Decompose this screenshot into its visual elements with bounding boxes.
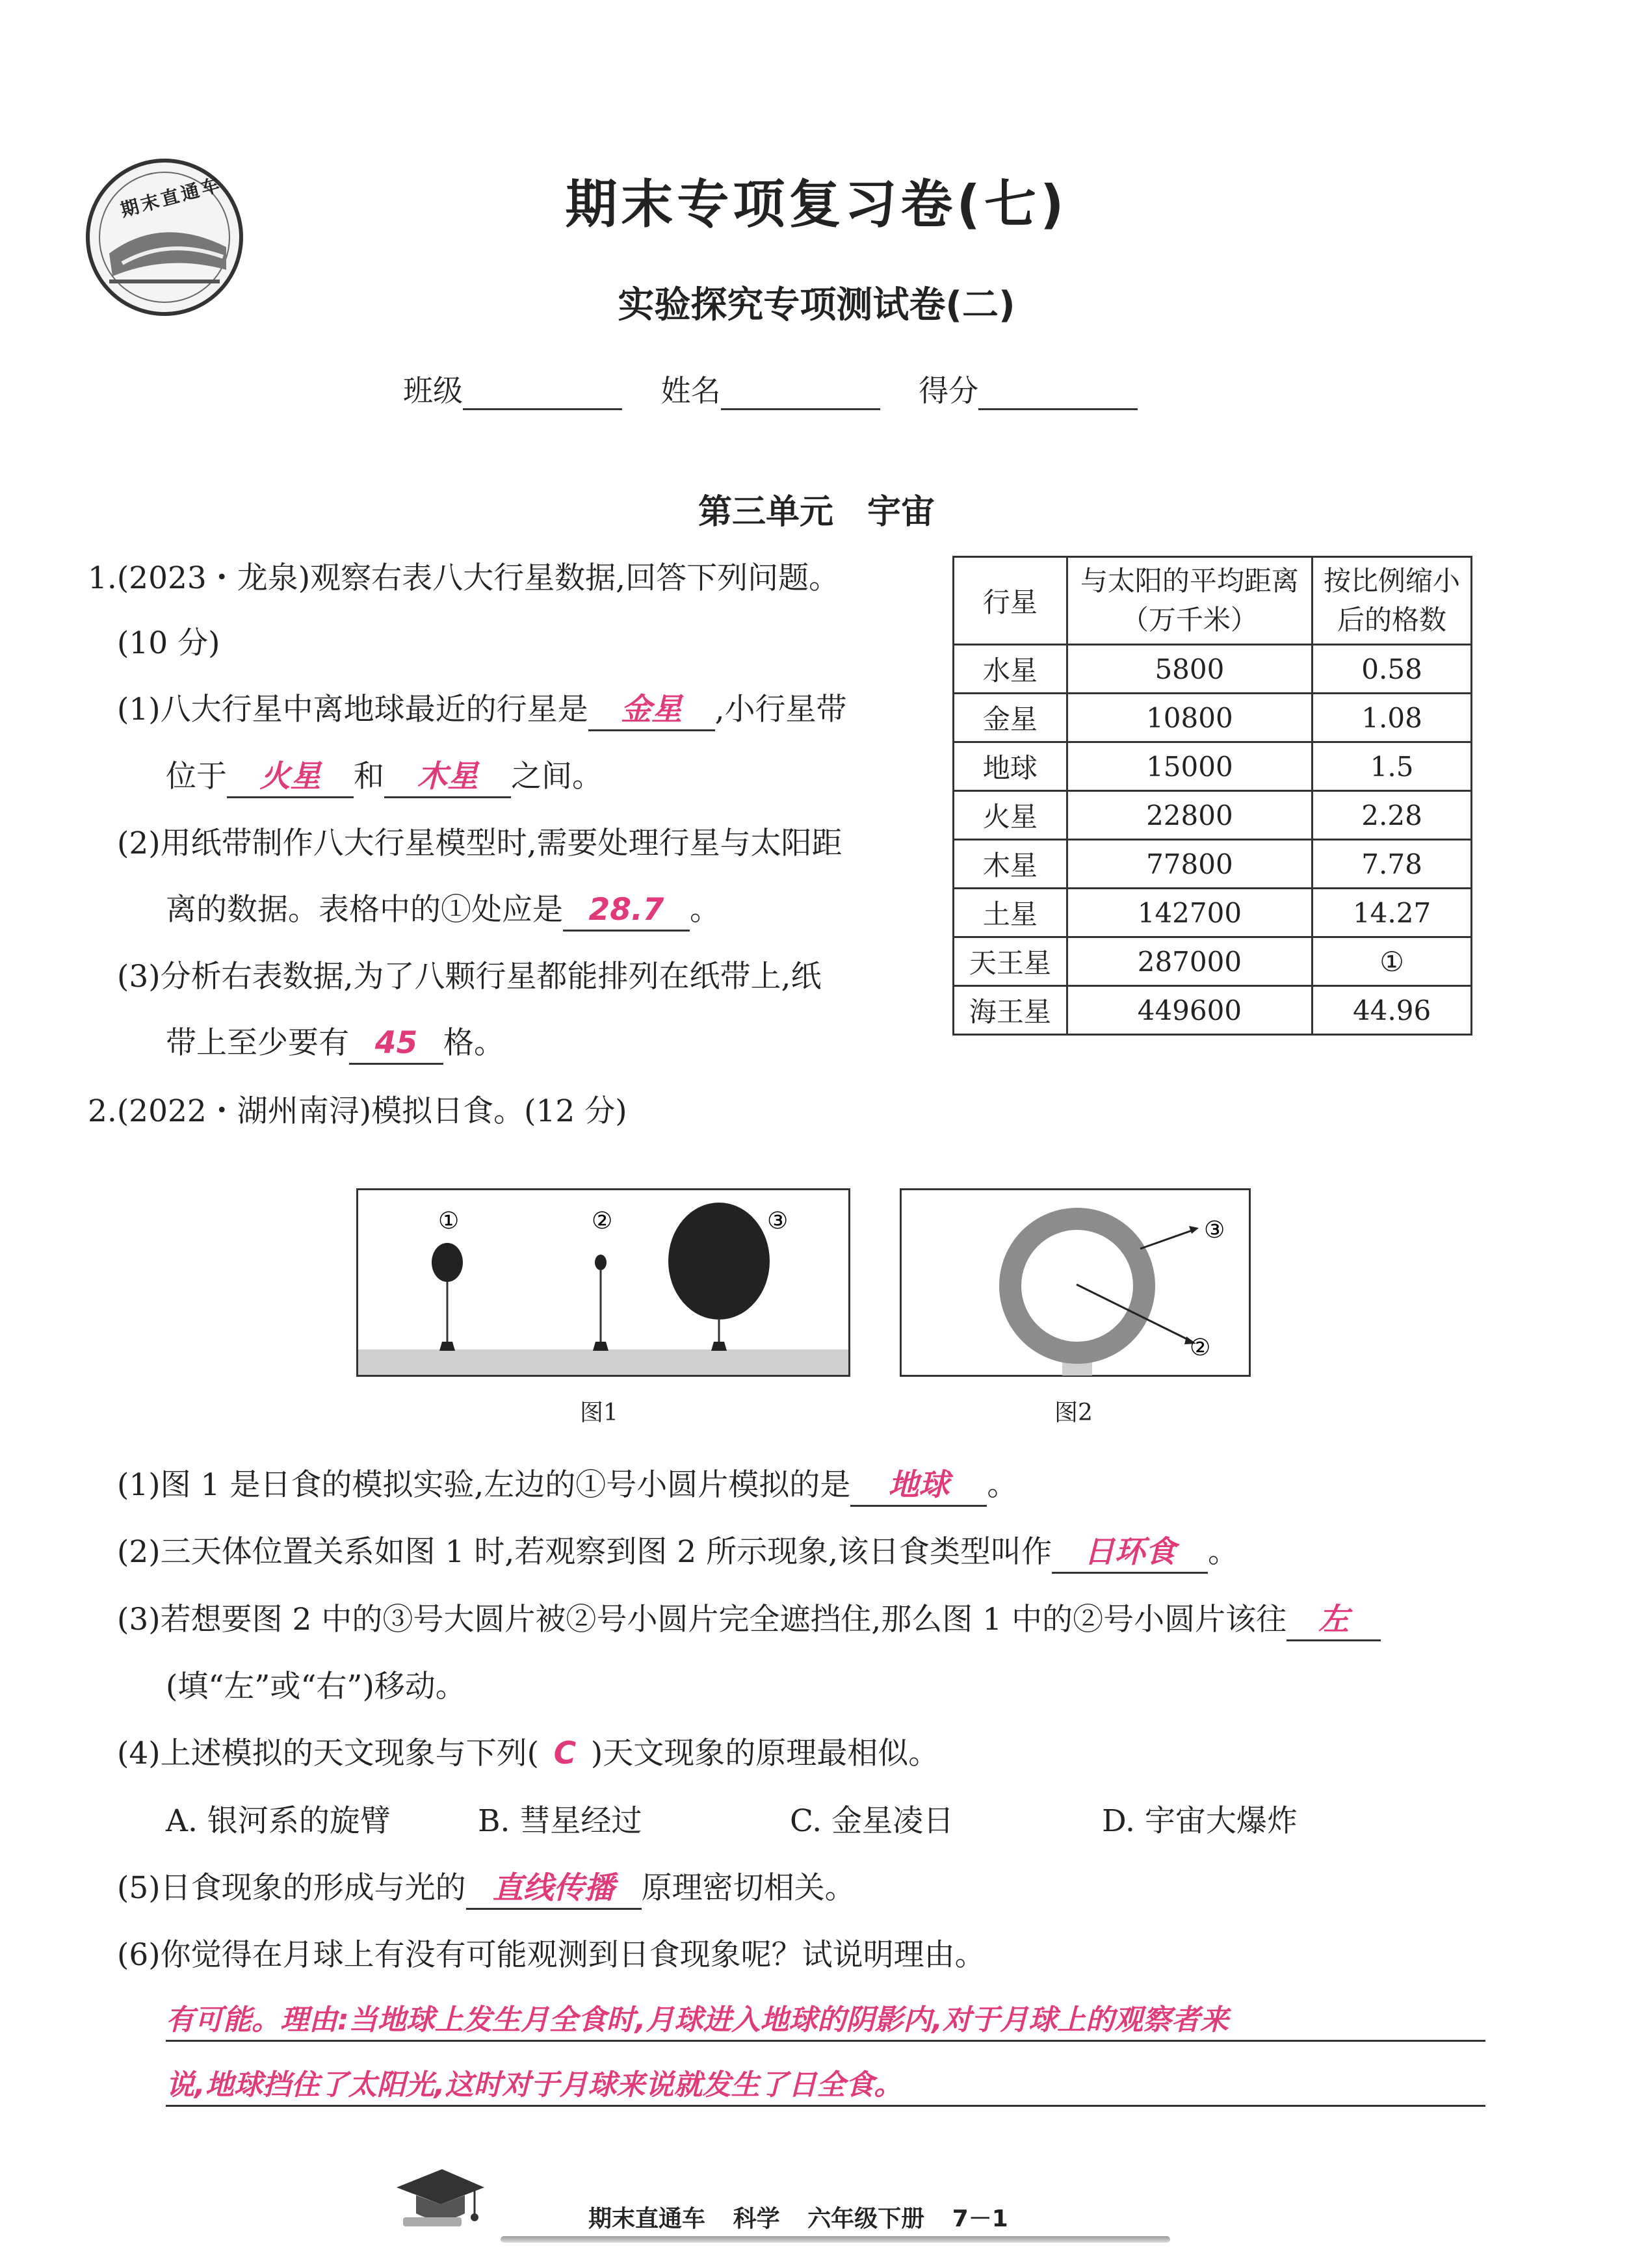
q1-answer-1: 金星 — [588, 690, 715, 731]
q2-option-a: A. 银河系的旋臂 — [166, 1803, 391, 1839]
table-cell: 7.78 — [1313, 840, 1472, 889]
table-row — [954, 937, 1472, 986]
figure-2 — [900, 1188, 1251, 1379]
score-blank — [978, 376, 1138, 410]
table-cell: 水星 — [954, 645, 1067, 694]
q2-answer-2: 日环食 — [1052, 1533, 1208, 1574]
table-cell: 土星 — [954, 889, 1067, 937]
table-cell: 地球 — [954, 742, 1067, 791]
table-header-row — [954, 557, 1472, 645]
graduation-cap-icon — [390, 2161, 488, 2235]
footer-rule — [501, 2236, 1170, 2243]
q2-part3: (3)若想要图 2 中的③号大圆片被②号小圆片完全遮挡住,那么图 1 中的②号小圆片该往 左 — [117, 1600, 1381, 1641]
table-cell: 22800 — [1067, 791, 1312, 840]
table-header: 按比例缩小 后的格数 — [1313, 557, 1472, 645]
table-cell: 1.08 — [1313, 694, 1472, 742]
q1-stem: 1.(2023・龙泉)观察右表八大行星数据,回答下列问题。 — [88, 560, 840, 596]
q2-option-d: D. 宇宙大爆炸 — [1102, 1803, 1298, 1839]
fig2-marker-3: ③ — [1204, 1217, 1225, 1244]
figure-1-caption: 图1 — [580, 1400, 618, 1426]
table-cell: 海王星 — [954, 986, 1067, 1035]
table-header: 与太阳的平均距离 （万千米） — [1067, 557, 1312, 645]
figure-1 — [356, 1188, 850, 1379]
q2-answer-6-line2: 说,地球挡住了太阳光,这时对于月球来说就发生了日全食。 — [166, 2066, 1485, 2107]
table-cell: 15000 — [1067, 742, 1312, 791]
q2-part2: (2)三天体位置关系如图 1 时,若观察到图 2 所示现象,该日食类型叫作 日环食 。 — [117, 1533, 1238, 1574]
q1-part1: (1)八大行星中离地球最近的行星是 金星 ,小行星带 — [117, 690, 847, 731]
class-blank — [463, 376, 622, 410]
q1-answer-2: 火星 — [227, 757, 354, 798]
q2-option-c: C. 金星凌日 — [790, 1803, 954, 1839]
unit-heading: 第三单元 宇宙 — [698, 493, 935, 532]
fig1-marker-1: ① — [438, 1208, 460, 1234]
info-line — [403, 367, 1138, 410]
q1-answer-3: 木星 — [384, 757, 511, 798]
q2-part5: (5)日食现象的形成与光的 直线传播 原理密切相关。 — [117, 1869, 856, 1910]
table-cell: 44.96 — [1313, 986, 1472, 1035]
q1-points: (10 分) — [117, 625, 220, 661]
table-cell: 5800 — [1067, 645, 1312, 694]
q1-answer-5: 45 — [349, 1024, 443, 1065]
table-cell: 金星 — [954, 694, 1067, 742]
q2-answer-1: 地球 — [850, 1466, 987, 1507]
table-row — [954, 694, 1472, 742]
q2-part1: (1)图 1 是日食的模拟实验,左边的①号小圆片模拟的是 地球 。 — [117, 1466, 1017, 1507]
footer-book: 期末直通车 — [588, 2206, 706, 2232]
table-row — [954, 742, 1472, 791]
page-subtitle: 实验探究专项测试卷(二) — [618, 284, 1015, 326]
table-row — [954, 791, 1472, 840]
table-cell: 77800 — [1067, 840, 1312, 889]
table-row — [954, 840, 1472, 889]
table-cell: 2.28 — [1313, 791, 1472, 840]
q1-part2: (2)用纸带制作八大行星模型时,需要处理行星与太阳距 — [117, 826, 843, 861]
table-cell: 火星 — [954, 791, 1067, 840]
q2-part4: (4)上述模拟的天文现象与下列( C )天文现象的原理最相似。 — [117, 1734, 939, 1773]
fig1-marker-2: ② — [592, 1208, 613, 1234]
q2-answer-5: 直线传播 — [466, 1869, 642, 1910]
q1-part3-cont: 带上至少要有 45 格。 — [166, 1024, 504, 1065]
q1-part3: (3)分析右表数据,为了八颗行星都能排列在纸带上,纸 — [117, 959, 822, 995]
q2-answer-6-line1: 有可能。理由:当地球上发生月全食时,月球进入地球的阴影内,对于月球上的观察者来 — [166, 2001, 1485, 2042]
table-cell: 449600 — [1067, 986, 1312, 1035]
fig2-marker-2: ② — [1190, 1335, 1211, 1361]
table-cell: 0.58 — [1313, 645, 1472, 694]
table-cell: 天王星 — [954, 937, 1067, 986]
figure-2-caption: 图2 — [1054, 1400, 1093, 1426]
footer-page: 7－1 — [952, 2206, 1008, 2232]
name-blank — [721, 376, 880, 410]
planet-table — [952, 556, 1472, 1036]
table-row — [954, 986, 1472, 1035]
score-label: 得分 — [919, 373, 979, 408]
table-row — [954, 645, 1472, 694]
q1-answer-4: 28.7 — [563, 891, 690, 932]
q2-part6: (6)你觉得在月球上有没有可能观测到日食现象呢？试说明理由。 — [117, 1937, 986, 1973]
page-title: 期末专项复习卷(七) — [565, 174, 1068, 235]
class-label: 班级 — [403, 373, 463, 408]
table-cell: 10800 — [1067, 694, 1312, 742]
name-label: 姓名 — [660, 373, 721, 408]
table-cell: 木星 — [954, 840, 1067, 889]
table-header: 行星 — [954, 557, 1067, 645]
q2-stem: 2.(2022・湖州南浔)模拟日食。(12 分) — [88, 1093, 627, 1129]
table-cell: ① — [1313, 937, 1472, 986]
footer-text — [588, 2200, 1008, 2234]
q1-part2-cont: 离的数据。表格中的①处应是 28.7 。 — [166, 891, 720, 932]
footer-grade: 六年级下册 — [807, 2206, 925, 2232]
fig1-marker-3: ③ — [767, 1208, 789, 1234]
q2-option-b: B. 彗星经过 — [478, 1803, 642, 1839]
logo-text: 期末直通车 — [118, 173, 224, 222]
table-row — [954, 889, 1472, 937]
q1-part1-cont: 位于 火星 和 木星 之间。 — [166, 757, 603, 798]
table-cell: 14.27 — [1313, 889, 1472, 937]
q2-answer-3: 左 — [1287, 1600, 1381, 1641]
table-cell: 287000 — [1067, 937, 1312, 986]
footer-subject: 科学 — [733, 2206, 780, 2232]
q2-answer-4: C — [553, 1736, 577, 1771]
q2-part3-cont: (填“左”或“右”)移动。 — [166, 1669, 466, 1704]
table-cell: 142700 — [1067, 889, 1312, 937]
table-cell: 1.5 — [1313, 742, 1472, 791]
